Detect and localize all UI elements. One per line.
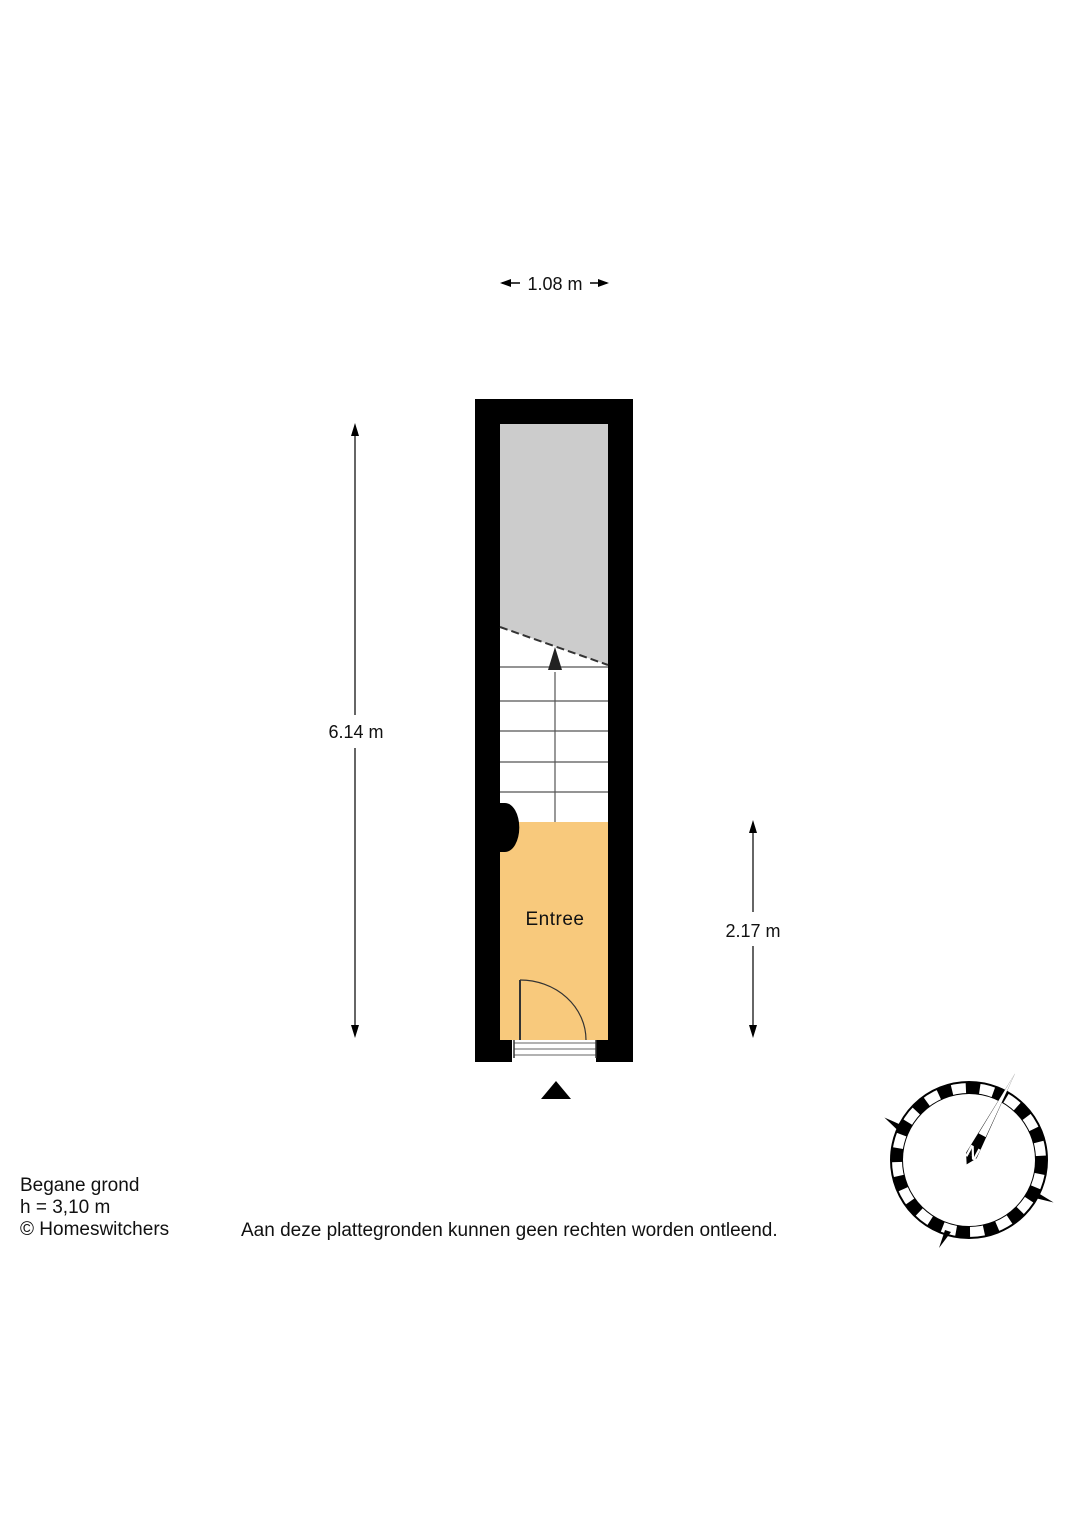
entree-room	[500, 822, 608, 1040]
width-dimension	[500, 274, 609, 294]
entree-length-dimension	[725, 820, 780, 1038]
room-label-entree: Entree	[525, 909, 585, 930]
arrow-left-icon	[500, 279, 511, 287]
disclaimer: Aan deze plattegronden kunnen geen rechten worden ontleend.	[241, 1220, 778, 1241]
total-length-label: 6.14 m	[328, 722, 384, 742]
floor-height: h = 3,10 m	[20, 1197, 111, 1218]
width-dimension-label: 1.08 m	[527, 274, 583, 294]
arrow-right-icon	[598, 279, 609, 287]
arrow-down-icon	[351, 1025, 359, 1038]
copyright: © Homeswitchers	[20, 1219, 170, 1240]
entrance-triangle-icon	[541, 1081, 571, 1099]
floor-info	[20, 1175, 169, 1241]
floor-name: Begane grond	[20, 1175, 140, 1196]
arrow-down-icon	[749, 1025, 757, 1038]
entree-length-label: 2.17 m	[725, 921, 781, 941]
north-label: N	[962, 1141, 984, 1165]
total-length-dimension	[328, 423, 383, 1038]
arrow-up-icon	[749, 820, 757, 833]
arrow-up-icon	[351, 423, 359, 436]
compass-icon	[883, 1070, 1054, 1248]
